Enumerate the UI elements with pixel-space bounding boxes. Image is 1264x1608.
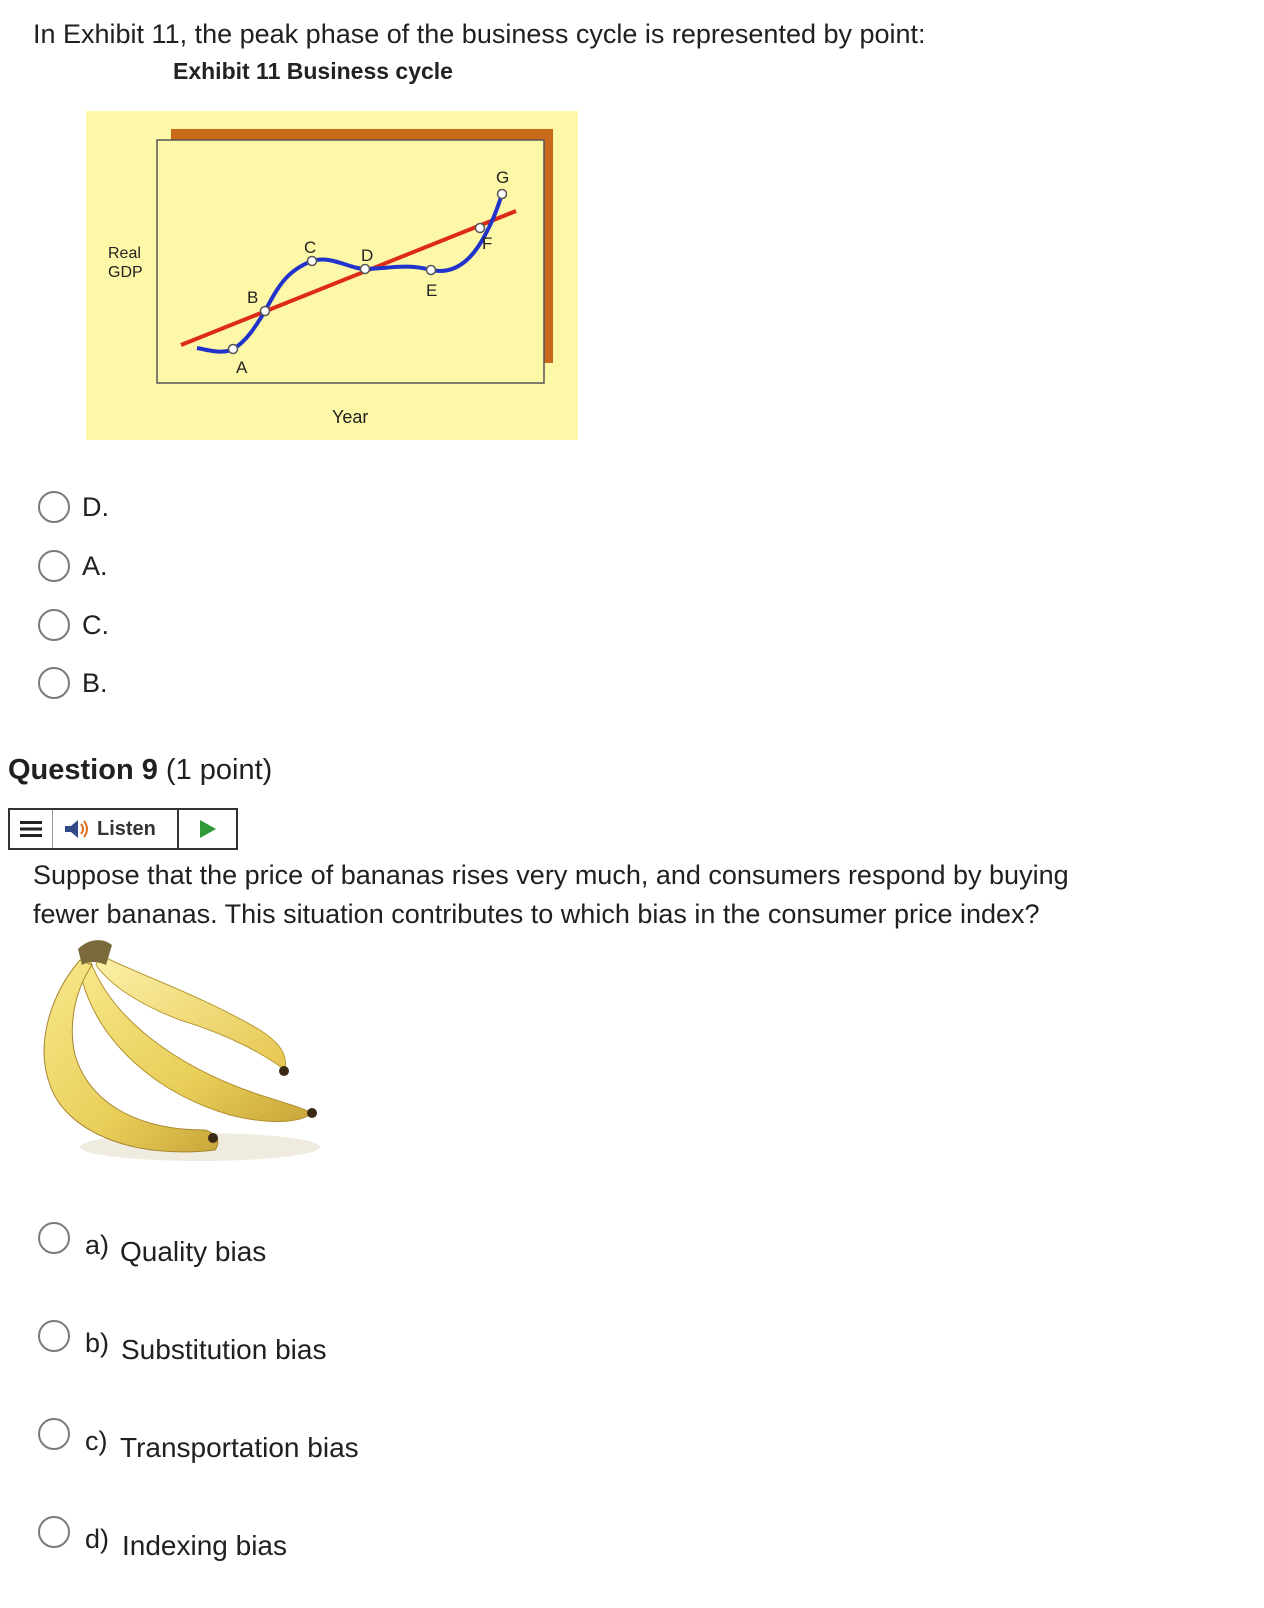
banana-stem [78,940,112,965]
question-9-prompt-line-1: Suppose that the price of bananas rises very much, and consumers respond by buying [33,860,1069,890]
point-label-a: A [236,358,248,377]
menu-icon [20,820,42,838]
exhibit-title: Exhibit 11 Business cycle [173,58,453,84]
question-9-points: (1 point) [157,754,273,786]
option-d-label[interactable]: D. [82,492,109,522]
point-f [476,224,485,233]
question-8-prompt: In Exhibit 11, the peak phase of the business cycle is represented by point: [33,19,926,49]
answer-b-text[interactable]: Substitution bias [121,1334,327,1365]
option-b-radio[interactable] [38,667,70,699]
chart-plot-area [157,140,544,383]
point-label-b: B [247,288,259,307]
point-b [261,307,270,316]
option-c-label[interactable]: C. [82,610,109,640]
speaker-icon [63,818,91,840]
answer-c-letter[interactable]: c) [85,1426,108,1456]
question-9-heading [8,754,272,787]
point-label-d: D [361,246,374,265]
y-axis-label-line2: GDP [108,264,143,281]
play-button[interactable] [179,810,236,848]
answer-d-letter[interactable]: d) [85,1524,110,1554]
option-a-radio[interactable] [38,550,70,582]
answer-b-radio[interactable] [38,1320,70,1352]
answer-a-letter[interactable]: a) [85,1230,110,1260]
bananas-image [30,935,325,1175]
point-label-f: F [482,234,493,253]
question-9-prompt-line-2: fewer bananas. This situation contributes to which bias in the consumer price index? [33,899,1040,929]
listen-menu-button[interactable] [10,810,53,848]
answer-d-radio[interactable] [38,1516,70,1548]
point-label-e: E [426,281,438,300]
option-a-label[interactable]: A. [82,551,108,581]
listen-button[interactable] [53,810,179,848]
point-c [308,257,317,266]
listen-toolbar [8,808,238,850]
point-d [361,265,370,274]
question-9-number: Question 9 [8,754,158,786]
banana-tip-1 [279,1066,289,1076]
y-axis-label-line1: Real [108,245,141,262]
answer-a-radio[interactable] [38,1222,70,1254]
business-cycle-chart [86,111,578,440]
answer-a-text[interactable]: Quality bias [120,1236,267,1267]
point-g [498,190,507,199]
answer-c-text[interactable]: Transportation bias [120,1432,359,1463]
banana-tip-2 [307,1108,317,1118]
answer-b-letter[interactable]: b) [85,1328,110,1358]
answer-c-radio[interactable] [38,1418,70,1450]
option-d-radio[interactable] [38,491,70,523]
point-e [427,266,436,275]
x-axis-label: Year [332,407,369,427]
point-label-g: G [496,168,510,187]
banana-tip-3 [208,1133,218,1143]
answer-d-text[interactable]: Indexing bias [122,1530,288,1561]
listen-label: Listen [97,817,156,840]
option-c-radio[interactable] [38,609,70,641]
play-icon [199,819,217,839]
point-a [229,345,238,354]
option-b-label[interactable]: B. [82,668,108,698]
point-label-c: C [304,238,317,257]
